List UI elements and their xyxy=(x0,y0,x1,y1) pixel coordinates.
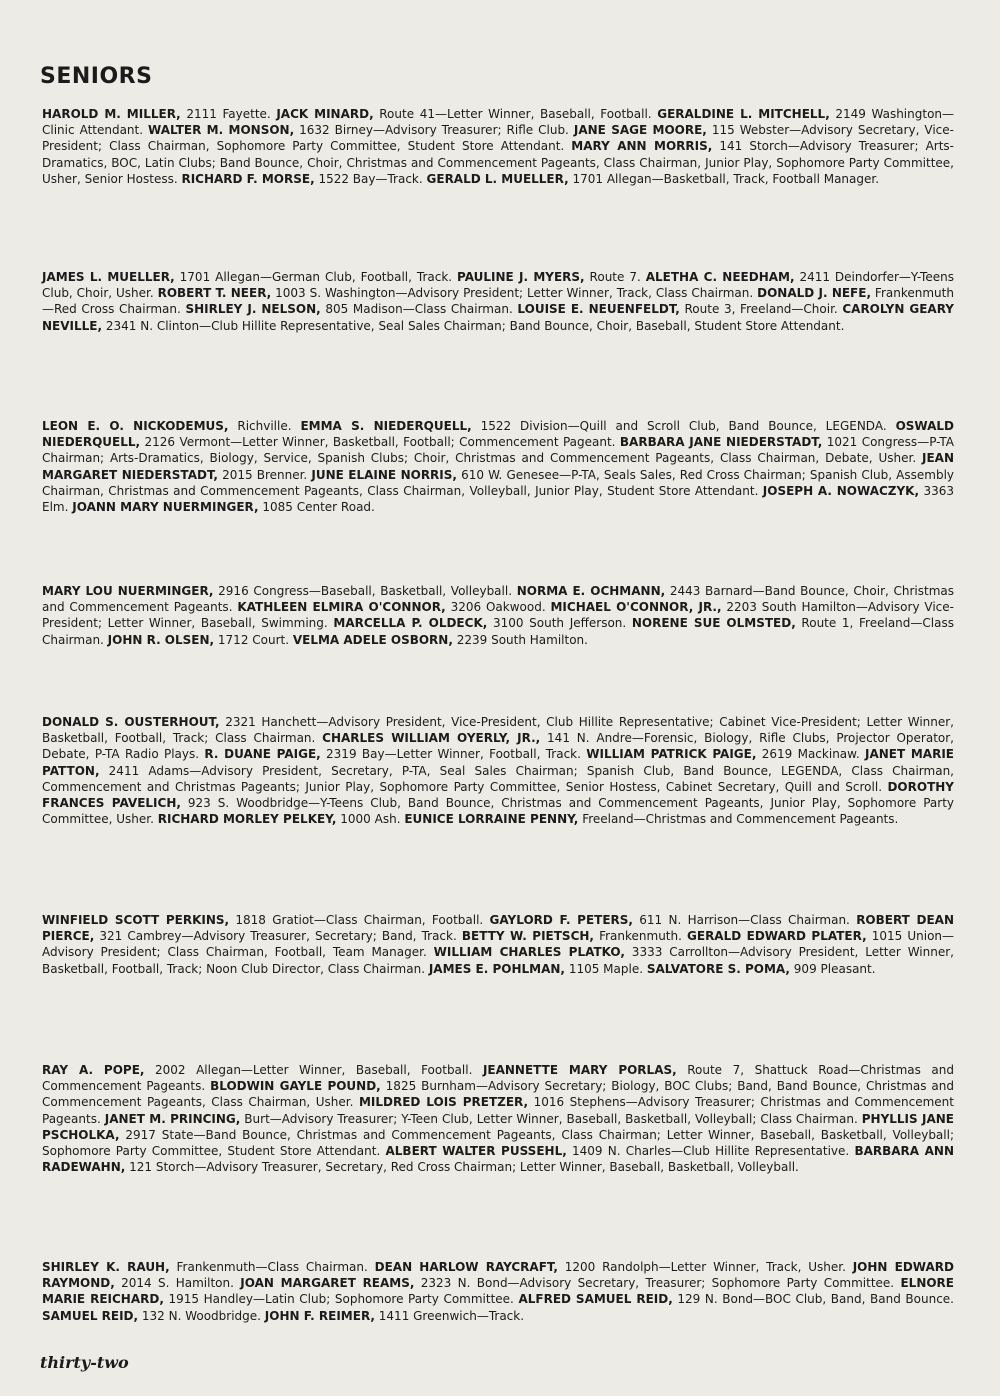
senior-name: OSWALD NIEDERQUELL, xyxy=(42,419,954,450)
senior-details: 1701 Allegan—German Club, Football, Track. xyxy=(174,270,458,284)
senior-details: Route 1, Freeland—Class Chairman. xyxy=(42,616,954,647)
senior-details: 2411 Adams—Advisory President, Secretary, P-TA, Seal Sales Chairman; Spanish Club, Band Bounce, LEGENDA, Class Chairman, Commencement and Christmas Pageants; Junior Play, Sophomore Party Committee, Senior Hostess, Cabinet Secretary, Quill and Scroll. xyxy=(42,763,954,794)
senior-details: 321 Cambrey—Advisory Treasurer, Secretary; Band, Track. xyxy=(94,929,462,944)
senior-name: PHYLLIS JANE PSCHOLKA, xyxy=(42,1111,954,1142)
senior-name: JAMES L. MUELLER, xyxy=(42,270,175,284)
senior-details: 121 Storch—Advisory Treasurer, Secretary, Red Cross Chairman; Letter Winner, Baseball, Basketball, Volleyball. xyxy=(125,1160,799,1175)
senior-details: 115 Webster—Advisory Secretary, Vice-President; Class Chairman, Sophomore Party Committee, Student Store Attendant. xyxy=(42,123,954,154)
senior-details: 2319 Bay—Letter Winner, Football, Track. xyxy=(320,747,587,762)
senior-details: 1701 Allegan—Basketball, Track, Football Manager. xyxy=(568,171,880,186)
senior-name: GERALD L. MUELLER, xyxy=(426,171,569,186)
senior-details: Frankenmuth. xyxy=(593,929,688,944)
senior-name: JUNE ELAINE NORRIS, xyxy=(311,467,457,482)
senior-details: 1000 Ash. xyxy=(336,812,405,827)
senior-name: BETTY W. PIETSCH, xyxy=(461,929,594,944)
senior-name: JEAN MARGARET NIEDERSTADT, xyxy=(42,451,954,482)
senior-name: SHIRLEY K. RAUH, xyxy=(42,1260,170,1274)
senior-name: DEAN HARLOW RAYCRAFT, xyxy=(374,1260,558,1274)
senior-name: JEANNETTE MARY PORLAS, xyxy=(482,1063,677,1077)
senior-details: Route 41—Letter Winner, Baseball, Football. xyxy=(373,107,658,121)
senior-details: 2619 Mackinaw. xyxy=(756,747,865,762)
senior-details: Route 7. xyxy=(584,270,646,284)
senior-group-2 xyxy=(42,269,954,334)
senior-name: RAY A. POPE, xyxy=(42,1063,145,1077)
senior-name: SAMUEL REID, xyxy=(42,1308,139,1323)
senior-details: 1105 Maple. xyxy=(565,961,647,976)
senior-name: WALTER M. MONSON, xyxy=(148,123,295,138)
senior-details: Frankenmuth—Red Cross Chairman. xyxy=(42,286,954,317)
senior-name: JOSEPH A. NOWACZYK, xyxy=(762,483,920,498)
senior-details: 2002 Allegan—Letter Winner, Baseball, Football. xyxy=(144,1063,483,1077)
senior-details: 141 Storch—Advisory Treasurer; Arts-Dramatics, BOC, Latin Clubs; Band Bounce, Choir, Christmas and Commencement Pageants, Class Chairman, Junior Play, Sophomore Party Committee, Usher, Senior Hostess. xyxy=(42,139,954,186)
senior-details: 132 N. Woodbridge. xyxy=(138,1308,265,1323)
senior-details: 1200 Randolph—Letter Winner, Track, Usher. xyxy=(557,1260,853,1274)
senior-name: R. DUANE PAIGE, xyxy=(204,747,321,762)
senior-group-6 xyxy=(42,912,954,977)
senior-details: 141 N. Andre—Forensic, Biology, Rifle Clubs, Projector Operator, Debate, P-TA Radio Plays. xyxy=(42,731,954,762)
senior-details: 2411 Deindorfer—Y-Teens Club, Choir, Usher. xyxy=(42,270,954,301)
senior-name: KATHLEEN ELMIRA O'CONNOR, xyxy=(237,600,446,615)
senior-name: JAMES E. POHLMAN, xyxy=(428,961,565,976)
senior-details: 2323 N. Bond—Advisory Secretary, Treasurer; Sophomore Party Committee. xyxy=(414,1276,901,1291)
senior-name: CAROLYN GEARY NEVILLE, xyxy=(42,302,954,333)
senior-details: 2149 Washington—Clinic Attendant. xyxy=(42,107,955,138)
senior-details: 1015 Union—Advisory President; Class Chairman, Football, Team Manager. xyxy=(42,929,955,960)
senior-name: MARCELLA P. OLDECK, xyxy=(333,616,488,631)
senior-details: 2126 Vermont—Letter Winner, Basketball, Football; Commencement Pageant. xyxy=(140,435,620,450)
senior-details: 2014 S. Hamilton. xyxy=(114,1276,241,1291)
senior-name: ROBERT DEAN PIERCE, xyxy=(42,913,955,944)
senior-details: Route 7, Shattuck Road—Christmas and Commencement Pageants. xyxy=(42,1063,954,1094)
senior-name: GAYLORD F. PETERS, xyxy=(489,913,633,927)
senior-details: 2321 Hanchett—Advisory President, Vice-President, Club Hillite Representative; Cabinet Vice-President; Letter Winner, Basketball, Football, Track; Class Chairman. xyxy=(42,715,954,746)
senior-name: JOANN MARY NUERMINGER, xyxy=(72,500,259,515)
senior-name: ELNORE MARIE REICHARD, xyxy=(42,1276,954,1307)
senior-name: NORMA E. OCHMANN, xyxy=(516,584,666,598)
senior-name: JANET MARIE PATTON, xyxy=(42,747,954,778)
senior-name: JACK MINARD, xyxy=(276,107,374,121)
senior-details: 1085 Center Road. xyxy=(258,500,375,515)
senior-name: LOUISE E. NEUENFELDT, xyxy=(517,302,680,317)
senior-group-8 xyxy=(42,1259,954,1324)
senior-name: ALETHA C. NEEDHAM, xyxy=(645,270,795,284)
senior-details: 2917 State—Band Bounce, Christmas and Commencement Pageants, Class Chairman; Letter Winner, Baseball, Basketball, Volleyball; Sophomore Party Committee, Student Store Attendant. xyxy=(42,1127,954,1159)
senior-name: GERALD EDWARD PLATER, xyxy=(687,929,867,944)
senior-details: 129 N. Bond—BOC Club, Band, Band Bounce. xyxy=(672,1292,954,1307)
senior-details: 1003 S. Washington—Advisory President; Letter Winner, Track, Class Chairman. xyxy=(271,286,758,301)
senior-details: 611 N. Harrison—Class Chairman. xyxy=(632,913,857,927)
senior-details: 2111 Fayette. xyxy=(180,107,277,121)
senior-details: 3206 Oakwood. xyxy=(445,600,551,615)
senior-name: ALBERT WALTER PUSSEHL, xyxy=(385,1144,567,1159)
senior-details: 1016 Stephens—Advisory Treasurer; Christmas and Commencement Pageants. xyxy=(42,1095,954,1126)
senior-details: 2443 Barnard—Band Bounce, Choir, Christmas and Commencement Pageants. xyxy=(42,584,954,615)
page-heading: SENIORS xyxy=(40,64,153,89)
senior-name: BLODWIN GAYLE POUND, xyxy=(210,1079,381,1094)
senior-details: 805 Madison—Class Chairman. xyxy=(320,302,518,317)
senior-name: VELMA ADELE OSBORN, xyxy=(292,632,453,647)
senior-name: CHARLES WILLIAM OYERLY, JR., xyxy=(322,731,541,746)
senior-name: WINFIELD SCOTT PERKINS, xyxy=(42,913,230,927)
senior-name: GERALDINE L. MITCHELL, xyxy=(657,107,830,121)
senior-details: 1915 Handley—Latin Club; Sophomore Party Committee. xyxy=(163,1292,519,1307)
senior-details: 2203 South Hamilton—Advisory Vice-President; Letter Winner, Baseball, Swimming. xyxy=(42,600,954,631)
senior-name: WILLIAM PATRICK PAIGE, xyxy=(586,747,757,762)
senior-name: JOHN R. OLSEN, xyxy=(107,632,215,647)
senior-name: DONALD S. OUSTERHOUT, xyxy=(42,715,220,729)
senior-details: Richville. xyxy=(228,419,301,433)
senior-details: 1411 Greenwich—Track. xyxy=(374,1308,525,1323)
senior-details: 1818 Gratiot—Class Chairman, Football. xyxy=(229,913,490,927)
senior-name: RICHARD MORLEY PELKEY, xyxy=(157,812,337,827)
senior-details: 1522 Division—Quill and Scroll Club, Band Bounce, LEGENDA. xyxy=(471,419,896,433)
senior-name: MARY ANN MORRIS, xyxy=(571,139,713,154)
senior-details: 2916 Congress—Baseball, Basketball, Volleyball. xyxy=(213,584,517,598)
senior-name: BARBARA ANN RADEWAHN, xyxy=(42,1144,955,1175)
senior-name: EUNICE LORRAINE PENNY, xyxy=(404,812,579,827)
senior-group-4 xyxy=(42,583,954,648)
senior-details: Frankenmuth—Class Chairman. xyxy=(169,1260,375,1274)
senior-name: SALVATORE S. POMA, xyxy=(646,961,790,976)
senior-name: NORENE SUE OLMSTED, xyxy=(631,616,796,631)
senior-name: JANET M. PRINCING, xyxy=(104,1111,241,1126)
senior-details: Freeland—Christmas and Commencement Pageants. xyxy=(578,812,899,827)
senior-name: DONALD J. NEFE, xyxy=(757,286,872,301)
senior-details: 909 Pleasant. xyxy=(789,961,876,976)
senior-details: Route 3, Freeland—Choir. xyxy=(679,302,843,317)
senior-details: 1825 Burnham—Advisory Secretary; Biology, BOC Clubs; Band, Band Bounce, Christmas and Commencement Pageants, Class Chairman, Usher. xyxy=(42,1079,954,1110)
senior-details: 1712 Court. xyxy=(214,632,293,647)
senior-name: HAROLD M. MILLER, xyxy=(42,107,181,121)
senior-name: DOROTHY FRANCES PAVELICH, xyxy=(42,779,954,811)
senior-name: JOHN F. REIMER, xyxy=(264,1308,375,1323)
senior-details: 3333 Carrollton—Advisory President, Letter Winner, Basketball, Football, Track; Noon Club Director, Class Chairman. xyxy=(42,945,954,976)
senior-details: 3100 South Jefferson. xyxy=(487,616,632,631)
senior-name: EMMA S. NIEDERQUELL, xyxy=(300,419,472,433)
senior-name: MICHAEL O'CONNOR, JR., xyxy=(550,600,722,615)
senior-group-3 xyxy=(42,418,954,515)
senior-group-7 xyxy=(42,1062,954,1175)
senior-details: 3363 Elm. xyxy=(42,483,954,515)
senior-name: PAULINE J. MYERS, xyxy=(457,270,585,284)
senior-name: RICHARD F. MORSE, xyxy=(181,171,315,186)
senior-details: 610 W. Genesee—P-TA, Seals Sales, Red Cross Chairman; Spanish Club, Assembly Chairman, Christmas and Commencement Pageants, Class Chairman, Volleyball, Junior Play, Student Store Attendant. xyxy=(42,467,955,498)
senior-details: 1632 Birney—Advisory Treasurer; Rifle Club. xyxy=(294,123,574,138)
senior-name: MILDRED LOIS PRETZER, xyxy=(358,1095,529,1110)
senior-name: MARY LOU NUERMINGER, xyxy=(42,584,214,598)
senior-group-1 xyxy=(42,106,954,187)
senior-group-5 xyxy=(42,714,954,827)
senior-details: 1409 N. Charles—Club Hillite Representative. xyxy=(566,1144,855,1159)
senior-name: ROBERT T. NEER, xyxy=(157,286,272,301)
senior-name: LEON E. O. NICKODEMUS, xyxy=(42,419,229,433)
senior-details: Burt—Advisory Treasurer; Y-Teen Club, Letter Winner, Baseball, Basketball, Volleyball; Class Chairman. xyxy=(240,1111,862,1126)
senior-name: ALFRED SAMUEL REID, xyxy=(518,1292,673,1307)
senior-details: 923 S. Woodbridge—Y-Teens Club, Band Bounce, Christmas and Commencement Pageants, Junior Play, Sophomore Party Committee, Usher. xyxy=(42,796,954,827)
senior-details: 2015 Brenner. xyxy=(217,467,312,482)
senior-details: 1021 Congress—P-TA Chairman; Arts-Dramatics, Biology, Service, Spanish Clubs; Choir, Christmas and Commencement Pageants, Class Chairman, Debate, Usher. xyxy=(42,435,954,466)
senior-details: 2239 South Hamilton. xyxy=(452,632,588,647)
senior-name: JOAN MARGARET REAMS, xyxy=(240,1276,415,1291)
senior-details: 2341 N. Clinton—Club Hillite Representative, Seal Sales Chairman; Band Bounce, Choir, Baseball, Student Store Attendant. xyxy=(102,318,845,333)
senior-details: 1522 Bay—Track. xyxy=(314,171,427,186)
senior-name: BARBARA JANE NIEDERSTADT, xyxy=(619,435,823,450)
senior-name: JANE SAGE MOORE, xyxy=(573,123,707,138)
senior-name: SHIRLEY J. NELSON, xyxy=(185,302,321,317)
page-number: thirty-two xyxy=(40,1353,129,1372)
senior-name: WILLIAM CHARLES PLATKO, xyxy=(433,945,625,960)
senior-name: JOHN EDWARD RAYMOND, xyxy=(42,1260,954,1291)
